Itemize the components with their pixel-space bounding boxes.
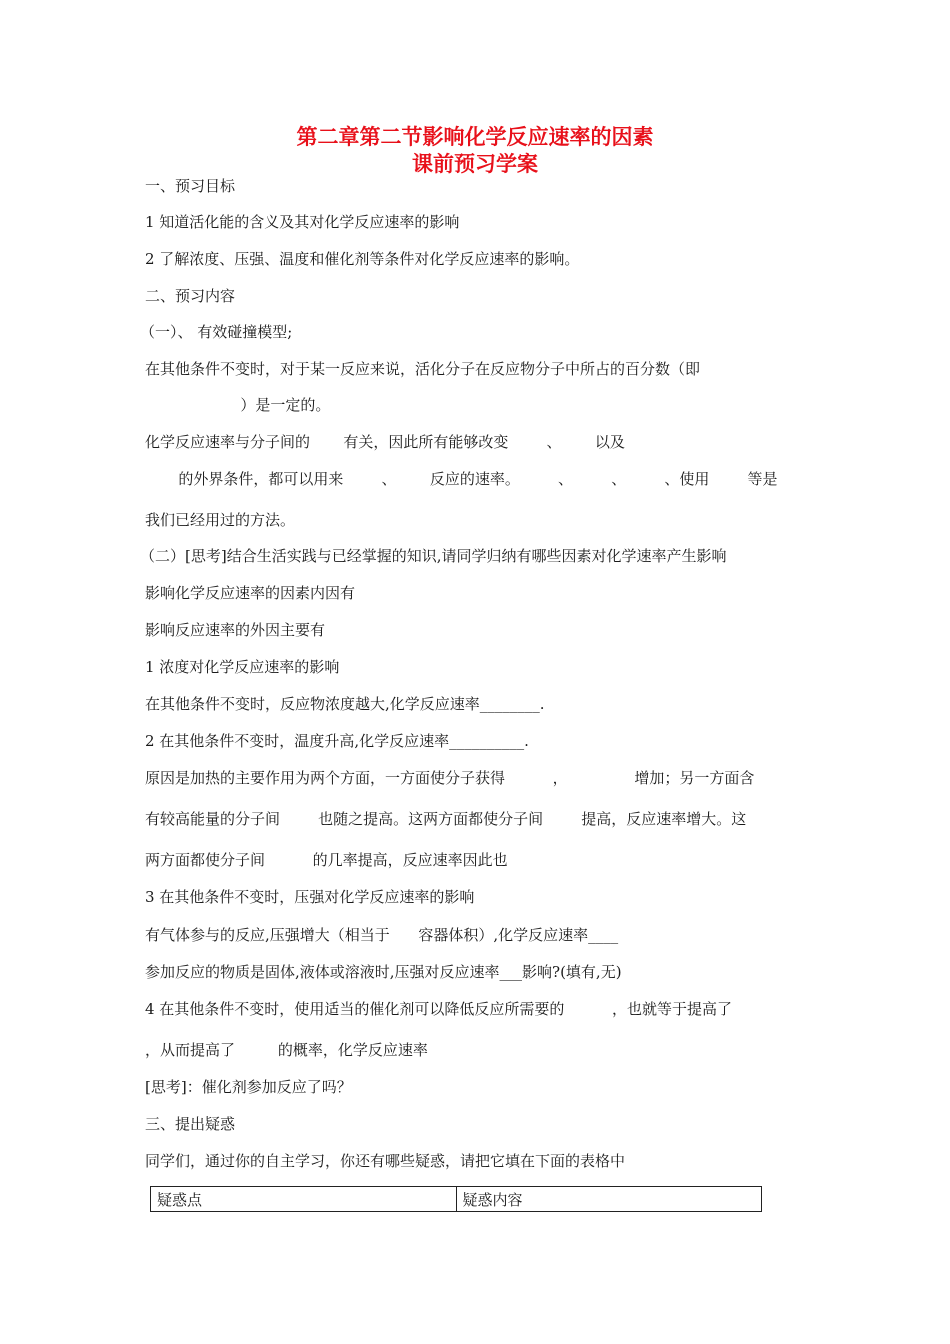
text-line: 我们已经用过的方法。 — [145, 511, 296, 529]
text-line: 2 了解浓度、压强、温度和催化剂等条件对化学反应速率的影响。 — [145, 250, 580, 268]
section-heading-goals: 一、预习目标 — [145, 177, 236, 195]
text-line: 原因是加热的主要作用为两个方面，一方面使分子获得 ， 增加；另一方面含 — [145, 769, 755, 787]
text-line: ，从而提高了 的概率，化学反应速率 — [145, 1041, 428, 1059]
text-line: 参加反应的物质是固体,液体或溶液时,压强对反应速率___影响?(填有,无) — [145, 963, 622, 981]
text-line: （一）、 有效碰撞模型; — [140, 323, 293, 341]
text-line: 在其他条件不变时，对于某一反应来说，活化分子在反应物分子中所占的百分数（即 — [145, 360, 701, 378]
text-line: 2 在其他条件不变时，温度升高,化学反应速率__________. — [145, 732, 529, 750]
text-line: 1 浓度对化学反应速率的影响 — [145, 658, 340, 676]
text-line: 同学们，通过你的自主学习，你还有哪些疑惑，请把它填在下面的表格中 — [145, 1152, 626, 1170]
text-line: 1 知道活化能的含义及其对化学反应速率的影响 — [145, 213, 460, 231]
text-line: 在其他条件不变时，反应物浓度越大,化学反应速率________. — [145, 695, 545, 713]
section-heading-doubts: 三、提出疑惑 — [145, 1115, 236, 1133]
text-line: 影响化学反应速率的因素内因有 — [145, 584, 356, 602]
table-header-doubt-point: 疑惑点 — [151, 1187, 457, 1212]
table-header-doubt-content: 疑惑内容 — [456, 1187, 762, 1212]
text-line: 化学反应速率与分子间的 有关，因此所有能够改变 、 以及 — [145, 433, 625, 451]
text-line: 两方面都使分子间 的几率提高，反应速率因此也 — [145, 851, 508, 869]
text-line: 4 在其他条件不变时，使用适当的催化剂可以降低反应所需要的 ，也就等于提高了 — [145, 1000, 732, 1018]
table-row — [151, 1187, 762, 1212]
text-line: ）是一定的。 — [145, 396, 331, 414]
document-title: 第二章第二节影响化学反应速率的因素 — [296, 125, 654, 149]
section-heading-content: 二、预习内容 — [145, 287, 236, 305]
document-subtitle: 课前预习学案 — [412, 152, 538, 176]
text-line: 3 在其他条件不变时，压强对化学反应速率的影响 — [145, 888, 475, 906]
text-line: 影响反应速率的外因主要有 — [145, 621, 326, 639]
text-line: 的外界条件，都可以用来 、 反应的速率。 、 、 、使用 等是 — [145, 470, 778, 488]
text-line: 有较高能量的分子间 也随之提高。这两方面都使分子间 提高，反应速率增大。这 — [145, 810, 747, 828]
text-line: 有气体参与的反应,压强增大（相当于 容器体积）,化学反应速率____ — [145, 926, 619, 944]
doubts-table — [150, 1186, 762, 1212]
text-line: （二）[思考]结合生活实践与已经掌握的知识,请同学归纳有哪些因素对化学速率产生影响 — [140, 547, 727, 565]
text-line: [思考]：催化剂参加反应了吗？ — [145, 1078, 352, 1096]
